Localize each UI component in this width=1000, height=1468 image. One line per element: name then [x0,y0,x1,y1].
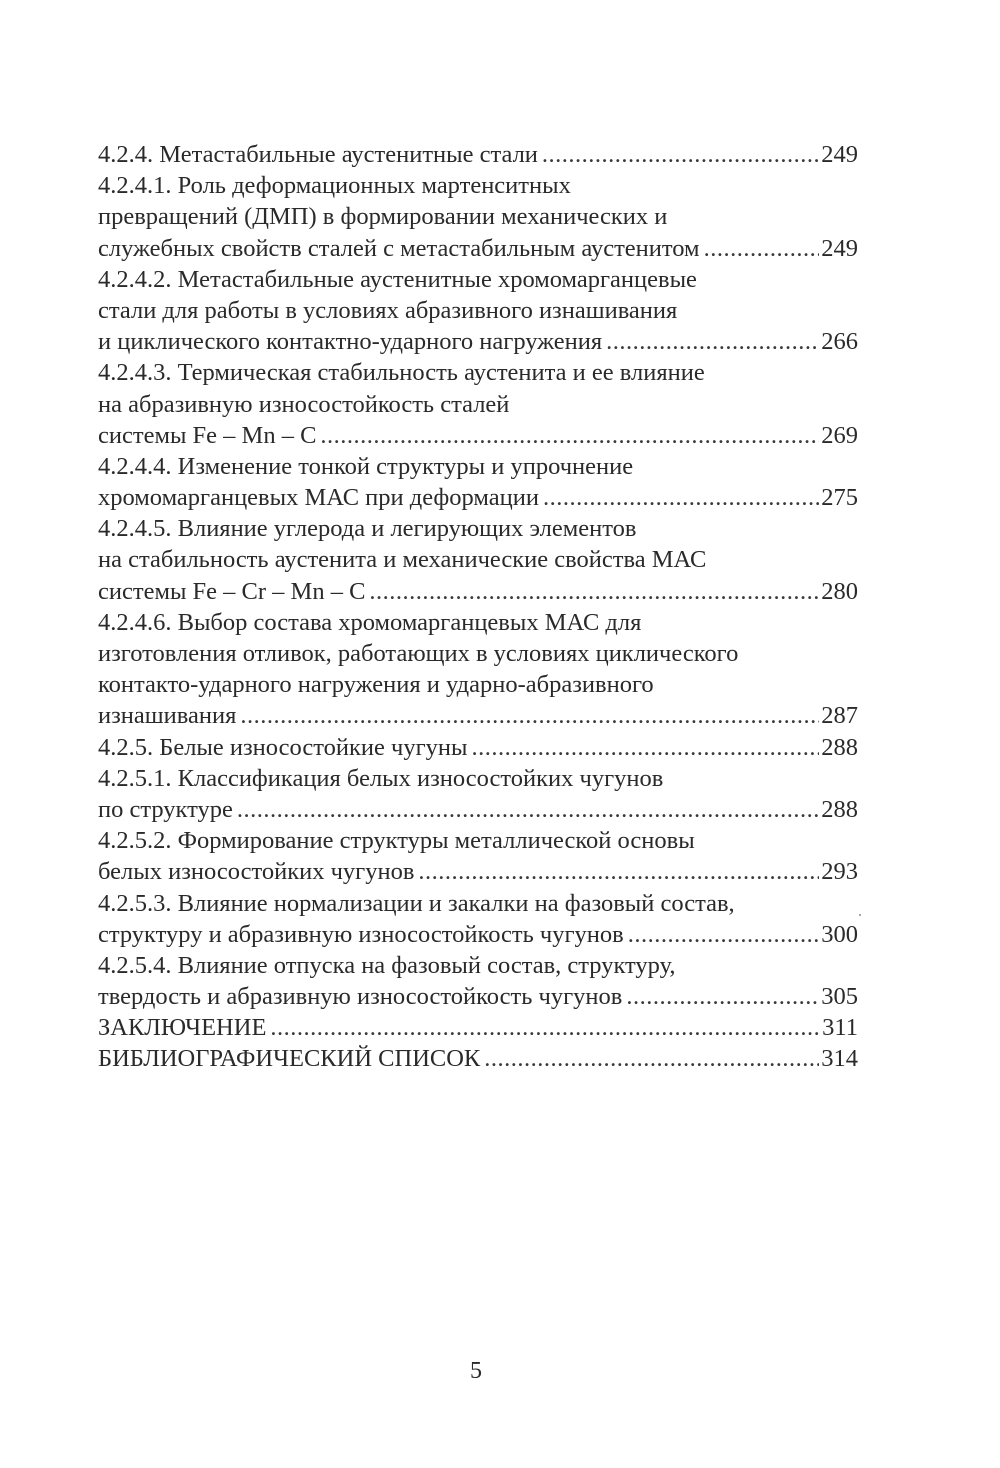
scan-speck [859,914,861,916]
dot-leader [270,1012,820,1043]
toc-entry-page-number: 305 [821,983,858,1011]
toc-entry-title: твердость и абразивную износостойкость чугунов [98,983,623,1011]
toc-entry-page-number: 287 [821,702,858,730]
toc-entry-leader-line [98,856,858,887]
toc-entry-title: 4.2.5. Белые износостойкие чугуны [98,733,468,761]
toc-entry-line: стали для работы в условиях абразивного изнашивания [98,296,678,324]
toc-entry-line: 4.2.4.5. Влияние углерода и легирующих элементов [98,515,637,543]
toc-entry-page-number: 288 [821,795,858,823]
page-number: 5 [470,1358,482,1384]
toc-entry-line: 4.2.5.3. Влияние нормализации и закалки на фазовый состав, [98,889,735,917]
toc-entry-leader-line [98,139,858,170]
dot-leader [626,981,819,1012]
toc-entry-leader-line [98,576,858,607]
toc-entry-page-number: 269 [821,421,858,449]
toc-entry-leader-line [98,794,858,825]
toc-entry-title: служебных свойств сталей с метастабильным аустенитом [98,234,700,262]
toc-entry-line: 4.2.5.1. Классификация белых износостойких чугунов [98,764,664,792]
toc-entry-leader-line [98,700,858,731]
toc-entry-title: системы Fe – Cr – Mn – C [98,577,366,605]
toc-entry-leader-line [98,420,858,451]
dot-leader [418,856,819,887]
toc-entry [98,357,858,451]
toc-entry [98,732,858,763]
dot-leader [369,576,819,607]
toc-entry-line: 4.2.4.3. Термическая стабильность аустенита и ее влияние [98,359,705,387]
toc-entry-page-number: 280 [821,577,858,605]
toc-entry-title: белых износостойких чугунов [98,858,415,886]
toc-entry-page-number: 249 [821,234,858,262]
toc-entry [98,139,858,170]
dot-leader [240,700,819,731]
toc-entry-title: ЗАКЛЮЧЕНИЕ [98,1014,267,1042]
toc-entry-title: структуру и абразивную износостойкость чугунов [98,920,624,948]
toc-entry-page-number: 311 [822,1014,858,1042]
toc-entry-page-number: 249 [821,141,858,168]
toc-entry-leader-line [98,981,858,1012]
toc-entry-leader-line [98,326,858,357]
toc-entry-page-number: 314 [821,1045,858,1073]
toc-entry-line: 4.2.5.4. Влияние отпуска на фазовый состав, структуру, [98,951,676,979]
toc-entry-page-number: 275 [821,484,858,512]
toc-entry-leader-line [98,919,858,950]
toc-entry-title: системы Fe – Mn – C [98,421,317,449]
toc-entry [98,888,858,950]
toc-entry [98,1012,858,1043]
toc-entry-title: 4.2.4. Метастабильные аустенитные стали [98,141,538,168]
dot-leader [543,482,819,513]
toc-entry-leader-line [98,233,858,264]
toc-entry-title: по структуре [98,795,233,823]
toc-entry-line: 4.2.5.2. Формирование структуры металлической основы [98,827,695,855]
dot-leader [484,1043,819,1074]
toc-entry [98,451,858,513]
dot-leader [542,139,819,170]
toc-entry [98,170,858,264]
dot-leader [606,326,819,357]
toc-entry [98,825,858,887]
toc-entry-title: и циклического контактно-ударного нагружения [98,328,603,356]
toc-entry-line: контакто-ударного нагружения и ударно-абразивного [98,671,654,699]
dot-leader [628,919,820,950]
toc-entry-leader-line [98,1043,858,1074]
dot-leader [320,420,819,451]
dot-leader [237,794,819,825]
toc-entry-leader-line [98,482,858,513]
dot-leader [704,233,820,264]
toc-entry [98,950,858,1012]
toc-entry-line: на стабильность аустенита и механические свойства МАС [98,546,707,574]
toc-entry-line: изготовления отливок, работающих в условиях циклического [98,640,739,667]
toc-entry [98,763,858,825]
toc-entry-page-number: 300 [821,920,858,948]
toc-entry-line: превращений (ДМП) в формировании механических и [98,203,668,231]
toc-entry [98,607,858,732]
toc-entry-page-number: 266 [821,328,858,356]
toc-entry-page-number: 293 [821,858,858,886]
toc-entry [98,264,858,358]
toc-entry-leader-line [98,732,858,763]
toc-entry-line: 4.2.4.1. Роль деформационных мартенситных [98,172,571,200]
toc-entry-leader-line [98,1012,858,1043]
table-of-contents [98,139,858,1075]
toc-entry [98,513,858,607]
toc-entry-title: хромомарганцевых МАС при деформации [98,484,539,512]
toc-entry-line: на абразивную износостойкость сталей [98,390,510,418]
toc-entry [98,1043,858,1074]
toc-entry-title: изнашивания [98,702,237,730]
toc-entry-line: 4.2.4.4. Изменение тонкой структуры и упрочнение [98,452,634,480]
toc-entry-line: 4.2.4.2. Метастабильные аустенитные хромомарганцевые [98,265,697,293]
toc-entry-title: БИБЛИОГРАФИЧЕСКИЙ СПИСОК [98,1045,481,1073]
toc-entry-line: 4.2.4.6. Выбор состава хромомарганцевых МАС для [98,608,642,636]
dot-leader [471,732,819,763]
toc-entry-page-number: 288 [821,733,858,761]
